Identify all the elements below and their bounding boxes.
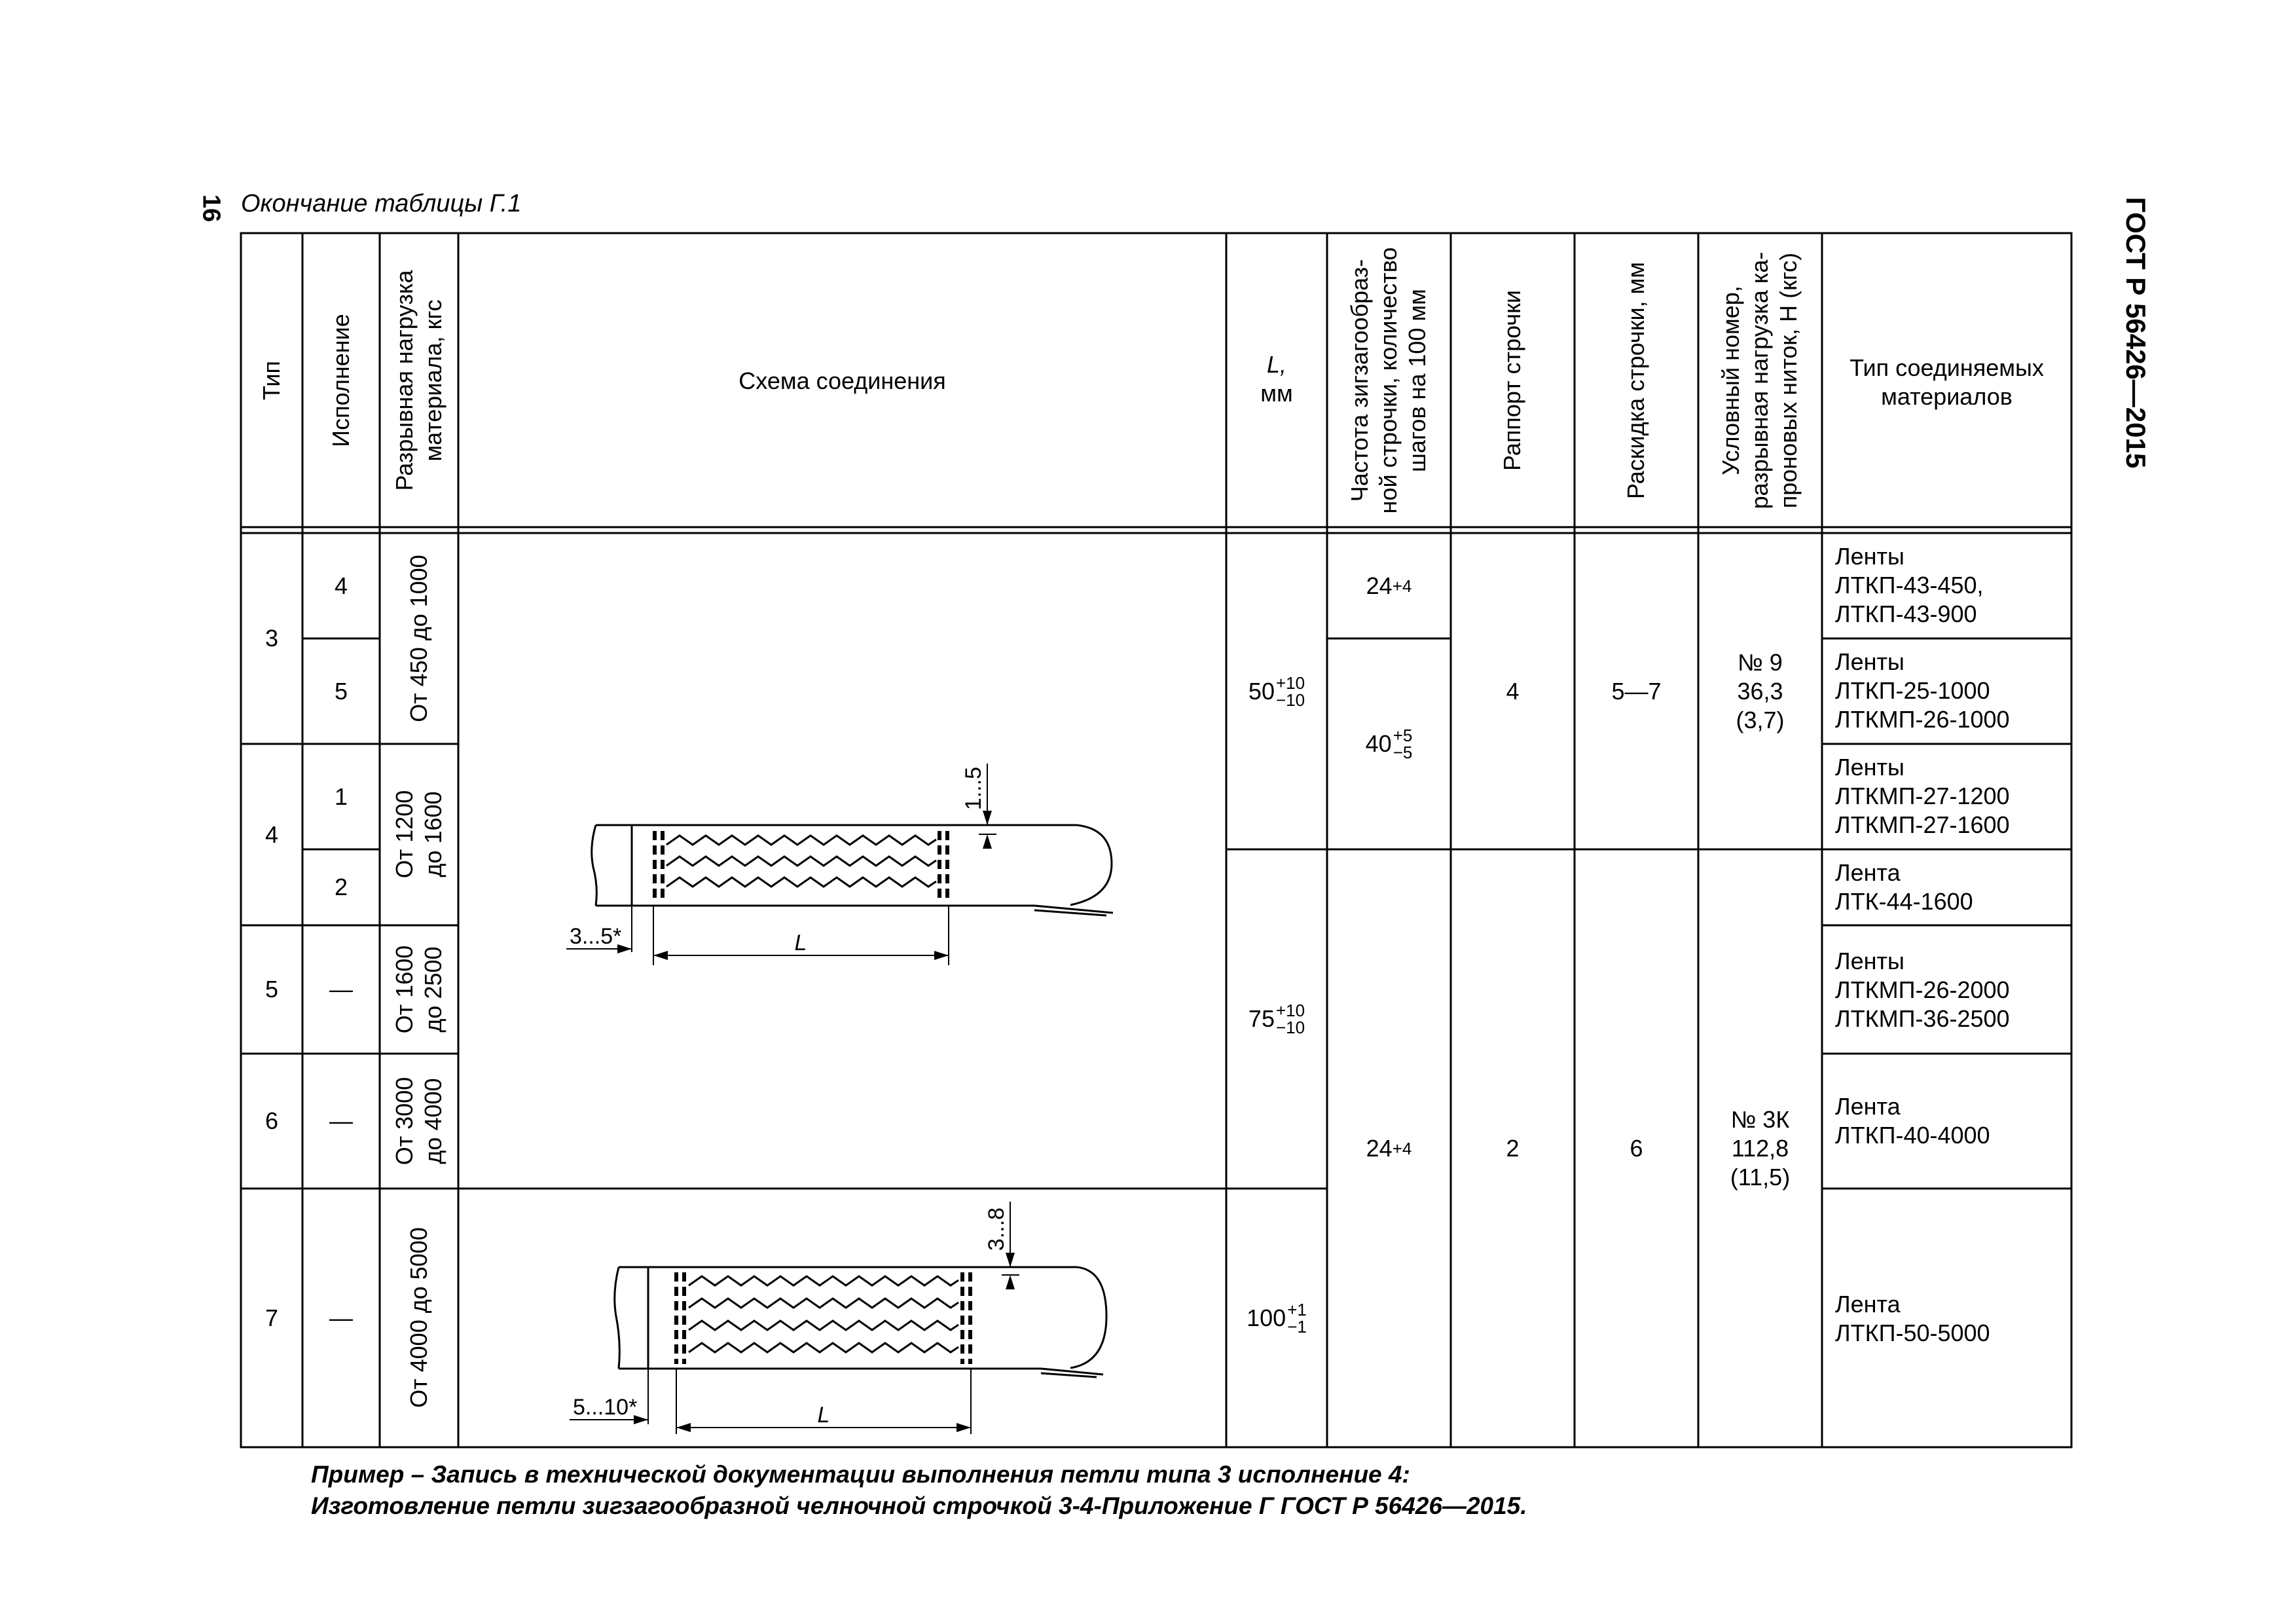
dim-1-left-label: 3...5* <box>570 924 622 949</box>
cell-L-50-upper: +10 <box>1275 673 1305 693</box>
cell-L-100-lower: −1 <box>1287 1316 1307 1337</box>
zigzag-stitch-1c <box>666 877 936 887</box>
cell-thread-3k-line-1: № 3К <box>1730 1105 1790 1133</box>
zigzag-stitch-2a <box>689 1276 958 1285</box>
cell-type-5: 5 <box>264 976 279 1003</box>
cell-L-50-base: 50 <box>1248 677 1275 705</box>
header-scheme: Схема соединения <box>738 367 946 394</box>
dim-2-left-label: 5...10* <box>573 1395 638 1420</box>
document-code: ГОСТ Р 56426—2015 <box>2121 196 2151 469</box>
cell-thread-3k <box>1698 849 1822 1447</box>
page-number: 16 <box>197 194 225 223</box>
footer-example-line-1: Пример – Запись в технической документации выполнения петли типа 3 исполнение 4: <box>311 1461 1410 1488</box>
materials-3-line-2: ЛТКМП-27-1200 <box>1835 783 2010 809</box>
cell-frequency-40-upper: +5 <box>1393 726 1413 745</box>
materials-4-line-1: Лента <box>1835 859 1901 886</box>
tape-1-torn-edge <box>592 825 597 906</box>
cell-L-100-upper: +1 <box>1287 1299 1307 1320</box>
cell-variant-2: 2 <box>334 874 348 900</box>
cell-frequency-24-a-base: 24 <box>1366 572 1393 599</box>
cell-thread-9 <box>1698 533 1822 849</box>
cell-type-4: 4 <box>264 821 279 848</box>
arrow-2-top-down <box>1006 1253 1015 1267</box>
cell-type-7: 7 <box>264 1304 279 1331</box>
cell-load-7: От 4000 до 5000 <box>405 1227 432 1408</box>
materials-1-line-2: ЛТКП-43-450, <box>1835 572 1984 599</box>
header-spread: Раскидка строчки, мм <box>1622 261 1649 500</box>
cell-frequency-24-a <box>1327 533 1451 638</box>
cell-thread-9-line-2: 36,3 <box>1737 677 1783 705</box>
cell-materials-2 <box>1835 648 2064 734</box>
cell-load-3: От 450 до 1000 <box>405 555 432 722</box>
table-caption: Окончание таблицы Г.1 <box>241 190 522 217</box>
cell-load-4-line-2: до 1600 <box>420 791 446 877</box>
header-frequency-line-2: ной строчки, количество <box>1375 247 1402 514</box>
dim-1-L-label: L <box>794 931 807 955</box>
cell-variant-dash-7: — <box>329 1304 353 1331</box>
materials-2-line-3: ЛТКМП-26-1000 <box>1835 706 2010 733</box>
joint-diagram-1 <box>458 533 1226 1189</box>
cell-L-75-lower: −10 <box>1275 1018 1305 1037</box>
arrow-2-tick-up <box>1006 1275 1015 1289</box>
cell-L-100-base: 100 <box>1247 1304 1286 1331</box>
cell-L-50 <box>1226 533 1327 849</box>
materials-6-line-1: Лента <box>1835 1093 1901 1120</box>
materials-4-line-2: ЛТК-44-1600 <box>1835 888 1973 915</box>
dim-2-L-label: L <box>817 1403 830 1428</box>
footer-example-line-2: Изготовление петли зигзагообразной челночной строчкой 3-4-Приложение Г ГОСТ Р 56426—2015. <box>311 1492 1527 1519</box>
cell-L-75-upper: +10 <box>1275 1001 1305 1020</box>
cell-thread-3k-line-3: (11,5) <box>1730 1163 1791 1190</box>
joint-diagram-2 <box>458 1189 1226 1447</box>
arrow-1-tick-up <box>983 834 992 849</box>
cell-load-4 <box>390 790 448 879</box>
header-rapport: Раппорт строчки <box>1499 290 1525 471</box>
cell-frequency-40-lower: −5 <box>1393 743 1413 762</box>
cell-rapport-2: 2 <box>1506 1134 1520 1162</box>
zigzag-stitch-1b <box>666 857 936 866</box>
cell-type-6: 6 <box>264 1107 279 1134</box>
header-variant: Исполнение <box>327 314 354 447</box>
cell-load-6-line-2: до 4000 <box>420 1078 446 1164</box>
header-L <box>1226 350 1327 408</box>
cell-materials-3 <box>1835 753 2064 840</box>
header-thread-line-1: Условный номер, <box>1717 286 1744 475</box>
cell-materials-4 <box>1835 858 2064 916</box>
materials-1-line-3: ЛТКП-43-900 <box>1835 600 1977 627</box>
materials-2-line-1: Ленты <box>1835 648 1904 675</box>
cell-frequency-24-a-sup: +4 <box>1392 576 1412 596</box>
header-frequency-line-1: Частота зигзагообраз- <box>1346 259 1373 502</box>
header-L-unit: мм <box>1260 380 1293 407</box>
materials-5-line-3: ЛТКМП-36-2500 <box>1835 1005 2010 1032</box>
zigzag-stitch-2c <box>689 1321 958 1330</box>
materials-7-line-2: ЛТКП-50-5000 <box>1835 1320 1990 1346</box>
cell-variant-dash-5: — <box>329 976 353 1003</box>
header-frequency-line-3: шагов на 100 мм <box>1404 289 1430 472</box>
materials-5-line-2: ЛТКМП-26-2000 <box>1835 976 2010 1003</box>
materials-5-line-1: Ленты <box>1835 948 1904 974</box>
cell-variant-5: 5 <box>334 677 348 705</box>
materials-7-line-1: Лента <box>1835 1291 1901 1318</box>
zigzag-stitch-2b <box>689 1299 958 1308</box>
cell-variant-4: 4 <box>334 572 348 599</box>
cell-L-75-base: 75 <box>1248 1005 1275 1032</box>
cell-frequency-24-b-sup: +4 <box>1392 1138 1412 1158</box>
cell-rapport-4: 4 <box>1506 677 1520 705</box>
materials-6-line-2: ЛТКП-40-4000 <box>1835 1122 1990 1149</box>
cell-materials-7 <box>1835 1290 2064 1348</box>
cell-load-5 <box>390 946 448 1034</box>
dim-1-top-label: 1...5 <box>961 766 986 811</box>
header-thread-line-3: проновых ниток, Н (кгс) <box>1775 252 1802 509</box>
arrow-2-L-right <box>957 1423 971 1432</box>
arrow-1-L-left <box>653 951 668 960</box>
tape-1-fold-lines <box>1034 906 1113 915</box>
cell-frequency-24-b <box>1327 849 1451 1447</box>
tape-2-fold-lines <box>1041 1369 1103 1377</box>
cell-materials-6 <box>1835 1092 2064 1150</box>
header-load <box>390 270 448 490</box>
cell-load-6-line-1: От 3000 <box>391 1077 418 1166</box>
header-materials-line-1: Тип соединяемых <box>1850 354 2044 381</box>
header-thread <box>1717 252 1803 509</box>
header-materials-line-2: материалов <box>1881 383 2013 410</box>
cell-spread-5-7: 5—7 <box>1611 677 1662 705</box>
cell-L-75 <box>1226 849 1327 1189</box>
cell-spread-6: 6 <box>1630 1134 1643 1162</box>
cell-L-100 <box>1226 1189 1327 1447</box>
cell-frequency-40-base: 40 <box>1365 730 1392 757</box>
cell-load-4-line-1: От 1200 <box>391 790 418 879</box>
header-frequency <box>1345 248 1432 514</box>
cell-L-50-lower: −10 <box>1275 690 1305 710</box>
materials-1-line-1: Ленты <box>1835 543 1904 570</box>
header-load-line-1: Разрывная нагрузка <box>391 270 418 491</box>
header-materials <box>1822 354 2071 411</box>
tape-1-folded-end <box>1070 825 1112 905</box>
arrow-2-L-left <box>676 1423 691 1432</box>
cell-variant-1: 1 <box>334 783 348 810</box>
dim-2-top-label: 3...8 <box>984 1207 1009 1251</box>
tape-2-folded-end <box>1070 1267 1106 1368</box>
arrow-1-top-down <box>983 811 992 825</box>
header-L-symbol: L, <box>1266 351 1287 378</box>
cell-load-5-line-2: до 2500 <box>420 946 446 1033</box>
header-load-line-2: материала, кгс <box>420 299 446 462</box>
cell-load-5-line-1: От 1600 <box>391 945 418 1034</box>
zigzag-stitch-2d <box>689 1343 958 1352</box>
cell-frequency-24-b-base: 24 <box>1366 1134 1393 1162</box>
materials-2-line-2: ЛТКП-25-1000 <box>1835 677 1990 704</box>
cell-variant-dash-6: — <box>329 1107 353 1134</box>
header-thread-line-2: разрывная нагрузка ка- <box>1746 251 1773 509</box>
zigzag-stitch-1a <box>666 836 936 845</box>
cell-materials-5 <box>1835 947 2064 1033</box>
cell-type-3: 3 <box>264 625 279 652</box>
tape-2-torn-edge <box>615 1267 620 1369</box>
cell-thread-3k-line-2: 112,8 <box>1731 1134 1789 1162</box>
header-type: Тип <box>258 360 285 401</box>
materials-3-line-3: ЛТКМП-27-1600 <box>1835 811 2010 838</box>
materials-3-line-1: Ленты <box>1835 754 1904 781</box>
cell-thread-9-line-3: (3,7) <box>1736 706 1785 733</box>
arrow-1-L-right <box>934 951 949 960</box>
cell-load-6 <box>390 1077 448 1166</box>
cell-materials-1 <box>1835 542 2064 629</box>
cell-frequency-40 <box>1327 638 1451 849</box>
cell-thread-9-line-1: № 9 <box>1738 648 1783 676</box>
